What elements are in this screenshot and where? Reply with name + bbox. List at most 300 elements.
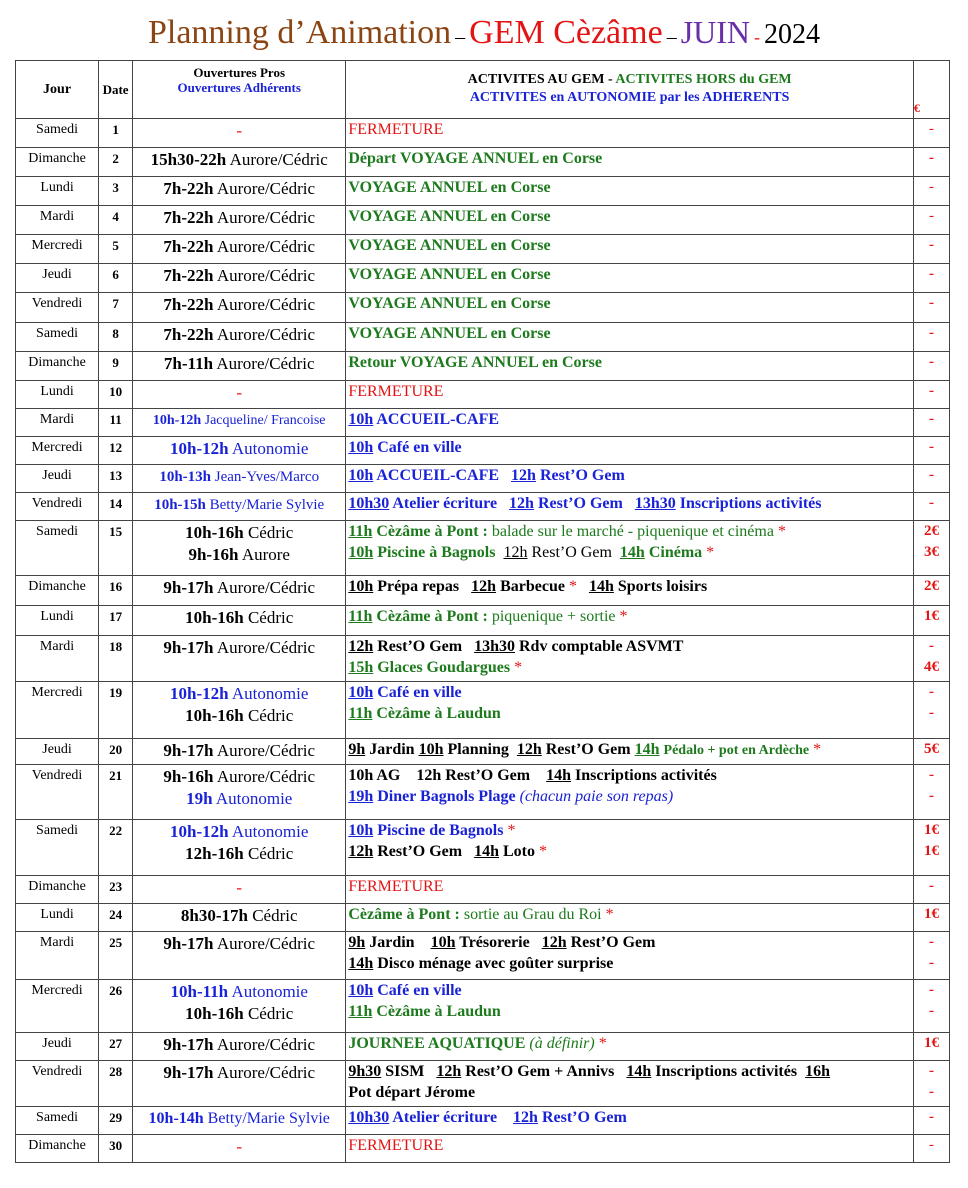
row-price: -: [913, 293, 949, 323]
act-time: 11h: [348, 1003, 373, 1020]
header-date: Date: [99, 61, 133, 119]
act-label: Rest’O Gem: [570, 934, 656, 951]
row-date: 27: [99, 1033, 133, 1061]
act-time: 12h: [436, 1063, 462, 1080]
table-row: [16, 904, 950, 932]
act-star: *: [539, 843, 547, 860]
row-activity: [346, 636, 914, 682]
row-date: 13: [99, 465, 133, 493]
row-date: 30: [99, 1135, 133, 1163]
table-row: [16, 820, 950, 876]
open-time: 9h-17h: [163, 638, 214, 657]
act-label: Inscriptions activités: [575, 767, 717, 784]
row-price: [913, 765, 949, 820]
row-price: -: [913, 465, 949, 493]
row-activity: Départ VOYAGE ANNUEL en Corse: [346, 148, 914, 177]
title-month: JUIN: [680, 14, 751, 50]
table-row: [16, 409, 950, 437]
table-row: [16, 177, 950, 206]
open-names: Aurore: [241, 545, 290, 564]
table-row: [16, 465, 950, 493]
row-day: Dimanche: [16, 148, 99, 177]
row-activity: VOYAGE ANNUEL en Corse: [346, 323, 914, 352]
row-date: 17: [99, 606, 133, 636]
row-activity: [346, 1107, 914, 1135]
act-time: 10h: [348, 544, 374, 561]
row-activity: [346, 820, 914, 876]
table-row: [16, 765, 950, 820]
row-activity: VOYAGE ANNUEL en Corse: [346, 206, 914, 235]
header-price: €: [913, 61, 949, 119]
row-day: Mardi: [16, 932, 99, 980]
row-price: -: [913, 264, 949, 293]
act-time: 14h: [588, 578, 614, 595]
open-names: Aurore/Cédric: [216, 266, 315, 285]
open-time: 7h-22h: [163, 237, 214, 256]
act-time: 14h: [634, 741, 660, 758]
open-names: Aurore/Cédric: [216, 767, 315, 786]
act-label: Cèzâme à Laudun: [376, 705, 501, 722]
act-label: Café en ville: [377, 684, 462, 701]
open-names: Aurore/Cédric: [216, 578, 315, 597]
row-opening: -: [133, 381, 346, 409]
open-names: Jacqueline/ Francoise: [204, 413, 326, 428]
open-names: Cédric: [247, 523, 294, 542]
row-price: [913, 932, 949, 980]
header-openings: [133, 61, 346, 119]
act-label: Piscine de Bagnols: [377, 822, 504, 839]
row-opening: [133, 606, 346, 636]
row-price: [913, 521, 949, 576]
open-names: Cédric: [252, 906, 298, 925]
open-time: 7h-11h: [163, 354, 214, 373]
open-time: 9h-17h: [163, 1063, 214, 1082]
row-opening: [133, 576, 346, 606]
row-date: 15: [99, 521, 133, 576]
open-names: Betty/Marie Sylvie: [207, 1110, 330, 1127]
row-day: Dimanche: [16, 576, 99, 606]
row-date: 4: [99, 206, 133, 235]
act-time: 13h30: [634, 495, 676, 512]
act-label: ACCUEIL-CAFE: [376, 467, 500, 484]
row-opening: [133, 148, 346, 177]
row-day: Mardi: [16, 409, 99, 437]
open-time: 10h-12h: [170, 439, 229, 458]
row-price: -: [913, 177, 949, 206]
act-time: 11h: [348, 523, 373, 540]
row-price: -: [913, 352, 949, 381]
open-names: Cédric: [247, 608, 294, 627]
open-names: Aurore/Cédric: [229, 150, 328, 169]
act-time: 12h: [471, 578, 497, 595]
price-line: 1€: [923, 822, 939, 838]
act-time: 10h: [418, 741, 444, 758]
act-label: Glaces Goudargues: [377, 659, 511, 676]
row-date: 26: [99, 980, 133, 1033]
act-time: 10h: [348, 578, 374, 595]
act-label: Sports loisirs: [617, 578, 708, 595]
row-day: Lundi: [16, 381, 99, 409]
act-time: 10h30: [348, 1109, 390, 1126]
row-date: 12: [99, 437, 133, 465]
act-label: 10h AG 12h Rest’O Gem: [348, 767, 547, 784]
open-time: 10h-14h: [148, 1110, 204, 1127]
table-row: [16, 493, 950, 521]
open-names: Aurore/Cédric: [216, 1035, 315, 1054]
act-label: Trésorerie: [459, 934, 530, 951]
row-activity: FERMETURE: [346, 119, 914, 148]
price-line: 2€: [923, 523, 939, 539]
table-row: [16, 1107, 950, 1135]
act-time: 10h: [348, 439, 374, 456]
row-activity: [346, 765, 914, 820]
act-star: *: [813, 741, 822, 758]
act-label: Rest’O Gem: [539, 467, 625, 484]
act-time: 14h: [619, 544, 645, 561]
row-date: 3: [99, 177, 133, 206]
row-date: 19: [99, 682, 133, 739]
open-time: 9h-16h: [163, 767, 214, 786]
open-time: 9h-17h: [163, 578, 214, 597]
table-row: [16, 739, 950, 765]
row-opening: [133, 437, 346, 465]
open-names: Aurore/Cédric: [216, 295, 315, 314]
row-opening: [133, 682, 346, 739]
open-time: 7h-22h: [163, 295, 214, 314]
row-price: -: [913, 1135, 949, 1163]
act-time: 12h: [509, 495, 534, 512]
act-label: Disco ménage avec goûter surprise: [377, 955, 614, 972]
header-activities: [346, 61, 914, 119]
price-line: -: [928, 705, 934, 721]
price-line: -: [928, 684, 934, 700]
act-label: Rdv comptable ASVMT: [519, 638, 684, 655]
row-opening: [133, 820, 346, 876]
act-label: Inscriptions activités: [655, 1063, 798, 1080]
open-names: Cédric: [247, 1004, 294, 1023]
row-opening: [133, 739, 346, 765]
open-names: Autonomie: [231, 684, 309, 703]
table-row: [16, 980, 950, 1033]
title-sep: -: [754, 27, 761, 47]
row-activity: [346, 980, 914, 1033]
act-time: 9h: [348, 934, 366, 951]
row-activity: [346, 739, 914, 765]
act-time: 10h: [348, 684, 374, 701]
act-time: 10h: [348, 982, 374, 999]
row-activity: [346, 465, 914, 493]
act-star: *: [706, 544, 715, 561]
row-day: Mardi: [16, 206, 99, 235]
row-day: Vendredi: [16, 293, 99, 323]
act-time: 12h: [503, 544, 528, 561]
act-detail: piquenique + sortie: [491, 608, 616, 625]
act-time: 11h: [348, 608, 373, 625]
table-row: [16, 119, 950, 148]
row-activity: [346, 904, 914, 932]
act-detail: (chacun paie son repas): [519, 788, 674, 805]
row-day: Samedi: [16, 119, 99, 148]
open-time: 12h-16h: [185, 844, 244, 863]
row-activity: VOYAGE ANNUEL en Corse: [346, 235, 914, 264]
row-activity: [346, 682, 914, 739]
act-label: Barbecue: [500, 578, 565, 595]
row-day: Dimanche: [16, 876, 99, 904]
row-price: 1€: [913, 1033, 949, 1061]
open-names: Aurore/Cédric: [216, 354, 315, 373]
act-time: 14h: [546, 767, 572, 784]
act-star: *: [605, 906, 614, 923]
act-label: Cèzâme à Pont :: [376, 608, 488, 625]
row-day: Mardi: [16, 636, 99, 682]
row-activity: [346, 493, 914, 521]
open-names: Autonomie: [215, 789, 293, 808]
row-opening: [133, 765, 346, 820]
act-detail: sortie au Grau du Roi: [463, 906, 602, 923]
act-time: 15h: [348, 659, 374, 676]
act-label: ACCUEIL-CAFE: [376, 411, 500, 428]
row-date: 16: [99, 576, 133, 606]
row-day: Mercredi: [16, 682, 99, 739]
act-star: *: [598, 1035, 607, 1052]
row-opening: [133, 636, 346, 682]
row-date: 21: [99, 765, 133, 820]
row-day: Jeudi: [16, 465, 99, 493]
row-opening: [133, 980, 346, 1033]
act-label: Piscine à Bagnols: [377, 544, 496, 561]
open-names: Cédric: [247, 844, 294, 863]
title-year: 2024: [764, 19, 821, 50]
table-row: [16, 521, 950, 576]
act-label: Diner Bagnols Plage: [377, 788, 516, 805]
act-time: 12h: [516, 741, 542, 758]
price-line: -: [928, 1003, 934, 1019]
open-time: 10h-16h: [185, 523, 244, 542]
row-opening: [133, 323, 346, 352]
row-price: 5€: [913, 739, 949, 765]
open-time: 7h-22h: [163, 208, 214, 227]
row-price: -: [913, 381, 949, 409]
row-activity: [346, 409, 914, 437]
row-price: [913, 1061, 949, 1107]
open-names: Aurore/Cédric: [216, 237, 315, 256]
table-row: [16, 876, 950, 904]
act-label: Atelier écriture: [392, 1109, 498, 1126]
row-date: 22: [99, 820, 133, 876]
table-row: [16, 1135, 950, 1163]
row-activity: [346, 576, 914, 606]
act-label: Pot départ Jérome: [348, 1084, 476, 1101]
row-day: Dimanche: [16, 1135, 99, 1163]
price-line: -: [928, 934, 934, 950]
act-label: Cinéma: [648, 544, 703, 561]
act-time: 12h: [348, 843, 374, 860]
act-detail: balade sur le marché - piquenique et cinéma: [491, 523, 774, 540]
row-opening: -: [133, 119, 346, 148]
row-date: 18: [99, 636, 133, 682]
open-time: 7h-22h: [163, 266, 214, 285]
row-activity: VOYAGE ANNUEL en Corse: [346, 264, 914, 293]
row-date: 29: [99, 1107, 133, 1135]
row-opening: [133, 206, 346, 235]
row-date: 2: [99, 148, 133, 177]
open-time: 10h-15h: [154, 497, 206, 513]
price-line: -: [928, 982, 934, 998]
act-label: Rest’O Gem: [537, 495, 623, 512]
row-activity: [346, 521, 914, 576]
row-opening: [133, 932, 346, 980]
row-date: 8: [99, 323, 133, 352]
row-day: Lundi: [16, 904, 99, 932]
act-time: 10h: [348, 467, 374, 484]
table-row: [16, 206, 950, 235]
row-opening: [133, 409, 346, 437]
open-time: 10h-12h: [152, 413, 202, 428]
act-label: Café en ville: [377, 982, 462, 999]
row-activity: VOYAGE ANNUEL en Corse: [346, 177, 914, 206]
open-time: 15h30-22h: [150, 150, 227, 169]
act-label: Jardin: [369, 934, 415, 951]
act-label: Rest’O Gem: [377, 843, 463, 860]
price-line: 4€: [923, 659, 939, 675]
open-names: Autonomie: [231, 439, 309, 458]
act-label: Inscriptions activités: [679, 495, 822, 512]
row-opening: [133, 521, 346, 576]
open-time: 10h-16h: [185, 608, 244, 627]
price-line: 3€: [923, 544, 939, 560]
row-date: 25: [99, 932, 133, 980]
open-names: Cédric: [247, 706, 294, 725]
price-line: -: [928, 767, 934, 783]
row-opening: -: [133, 876, 346, 904]
row-date: 7: [99, 293, 133, 323]
row-activity: [346, 1061, 914, 1107]
row-day: Samedi: [16, 323, 99, 352]
table-row: [16, 293, 950, 323]
row-price: -: [913, 409, 949, 437]
row-date: 11: [99, 409, 133, 437]
row-opening: [133, 493, 346, 521]
act-detail: (à définir): [529, 1035, 595, 1052]
header-day: Jour: [16, 61, 99, 119]
row-day: Lundi: [16, 606, 99, 636]
header-act-autonomie: ACTIVITES en AUTONOMIE par les ADHERENTS: [469, 90, 790, 105]
open-time: 9h-17h: [163, 741, 214, 760]
row-price: 1€: [913, 904, 949, 932]
row-date: 23: [99, 876, 133, 904]
table-row: [16, 636, 950, 682]
row-day: Lundi: [16, 177, 99, 206]
price-line: -: [928, 955, 934, 971]
row-opening: [133, 1061, 346, 1107]
row-opening: -: [133, 1135, 346, 1163]
header-open-pros: Ouvertures Pros: [193, 65, 286, 80]
title-org: GEM Cèzâme: [469, 14, 663, 51]
open-time: 10h-12h: [170, 684, 229, 703]
row-activity: Retour VOYAGE ANNUEL en Corse: [346, 352, 914, 381]
row-price: -: [913, 323, 949, 352]
act-star: *: [777, 523, 786, 540]
header-act-hors: ACTIVITES HORS du GEM: [615, 72, 792, 87]
open-names: Aurore/Cédric: [216, 208, 315, 227]
open-names: Aurore/Cédric: [216, 325, 315, 344]
act-time: 16h: [805, 1063, 830, 1080]
row-date: 14: [99, 493, 133, 521]
act-time: 13h30: [474, 638, 515, 655]
open-time: 10h-16h: [185, 706, 244, 725]
title-sep: –: [666, 26, 677, 48]
act-time: 10h: [430, 934, 456, 951]
row-price: 1€: [913, 606, 949, 636]
open-time: 10h-12h: [170, 822, 229, 841]
row-day: Samedi: [16, 1107, 99, 1135]
act-label: Cèzâme à Laudun: [376, 1003, 501, 1020]
open-names: Aurore/Cédric: [216, 741, 315, 760]
open-time: 10h-13h: [159, 469, 212, 485]
table-row: [16, 235, 950, 264]
act-label: Cèzâme à Pont :: [348, 906, 460, 923]
act-label: Café en ville: [377, 439, 462, 456]
row-day: Jeudi: [16, 1033, 99, 1061]
open-names: Aurore/Cédric: [216, 638, 315, 657]
act-label: Pédalo + pot en Ardèche: [663, 743, 810, 758]
table-row: [16, 606, 950, 636]
open-time: 10h-11h: [170, 982, 229, 1001]
open-time: 7h-22h: [163, 325, 214, 344]
row-price: -: [913, 493, 949, 521]
row-opening: [133, 177, 346, 206]
price-line: -: [928, 788, 934, 804]
row-opening: [133, 293, 346, 323]
act-label: Rest’O Gem: [377, 638, 463, 655]
act-label: Jardin: [369, 741, 415, 758]
open-names: Autonomie: [231, 822, 309, 841]
row-price: -: [913, 235, 949, 264]
header-open-adherents: Ouvertures Adhérents: [177, 80, 301, 95]
open-names: Aurore/Cédric: [216, 1063, 315, 1082]
row-date: 1: [99, 119, 133, 148]
row-day: Mercredi: [16, 980, 99, 1033]
row-opening: [133, 1033, 346, 1061]
row-date: 5: [99, 235, 133, 264]
row-day: Mercredi: [16, 437, 99, 465]
table-row: [16, 1061, 950, 1107]
act-time: 9h30: [348, 1063, 382, 1080]
header-act-gem: ACTIVITES AU GEM -: [467, 72, 613, 87]
row-activity: [346, 437, 914, 465]
table-row: [16, 148, 950, 177]
price-line: -: [928, 1063, 934, 1079]
table-row: [16, 576, 950, 606]
row-date: 6: [99, 264, 133, 293]
planning-table: [15, 60, 950, 1163]
row-day: Vendredi: [16, 765, 99, 820]
row-date: 10: [99, 381, 133, 409]
table-row: [16, 352, 950, 381]
row-price: 2€: [913, 576, 949, 606]
row-price: -: [913, 1107, 949, 1135]
table-row: [16, 323, 950, 352]
row-activity: [346, 606, 914, 636]
act-time: 11h: [348, 705, 373, 722]
row-day: Dimanche: [16, 352, 99, 381]
act-label: Rest’O Gem + Annivs: [465, 1063, 615, 1080]
act-time: 12h: [348, 638, 374, 655]
row-price: -: [913, 119, 949, 148]
row-activity: FERMETURE: [346, 1135, 914, 1163]
open-time: 9h-17h: [163, 1035, 214, 1054]
table-row: [16, 1033, 950, 1061]
